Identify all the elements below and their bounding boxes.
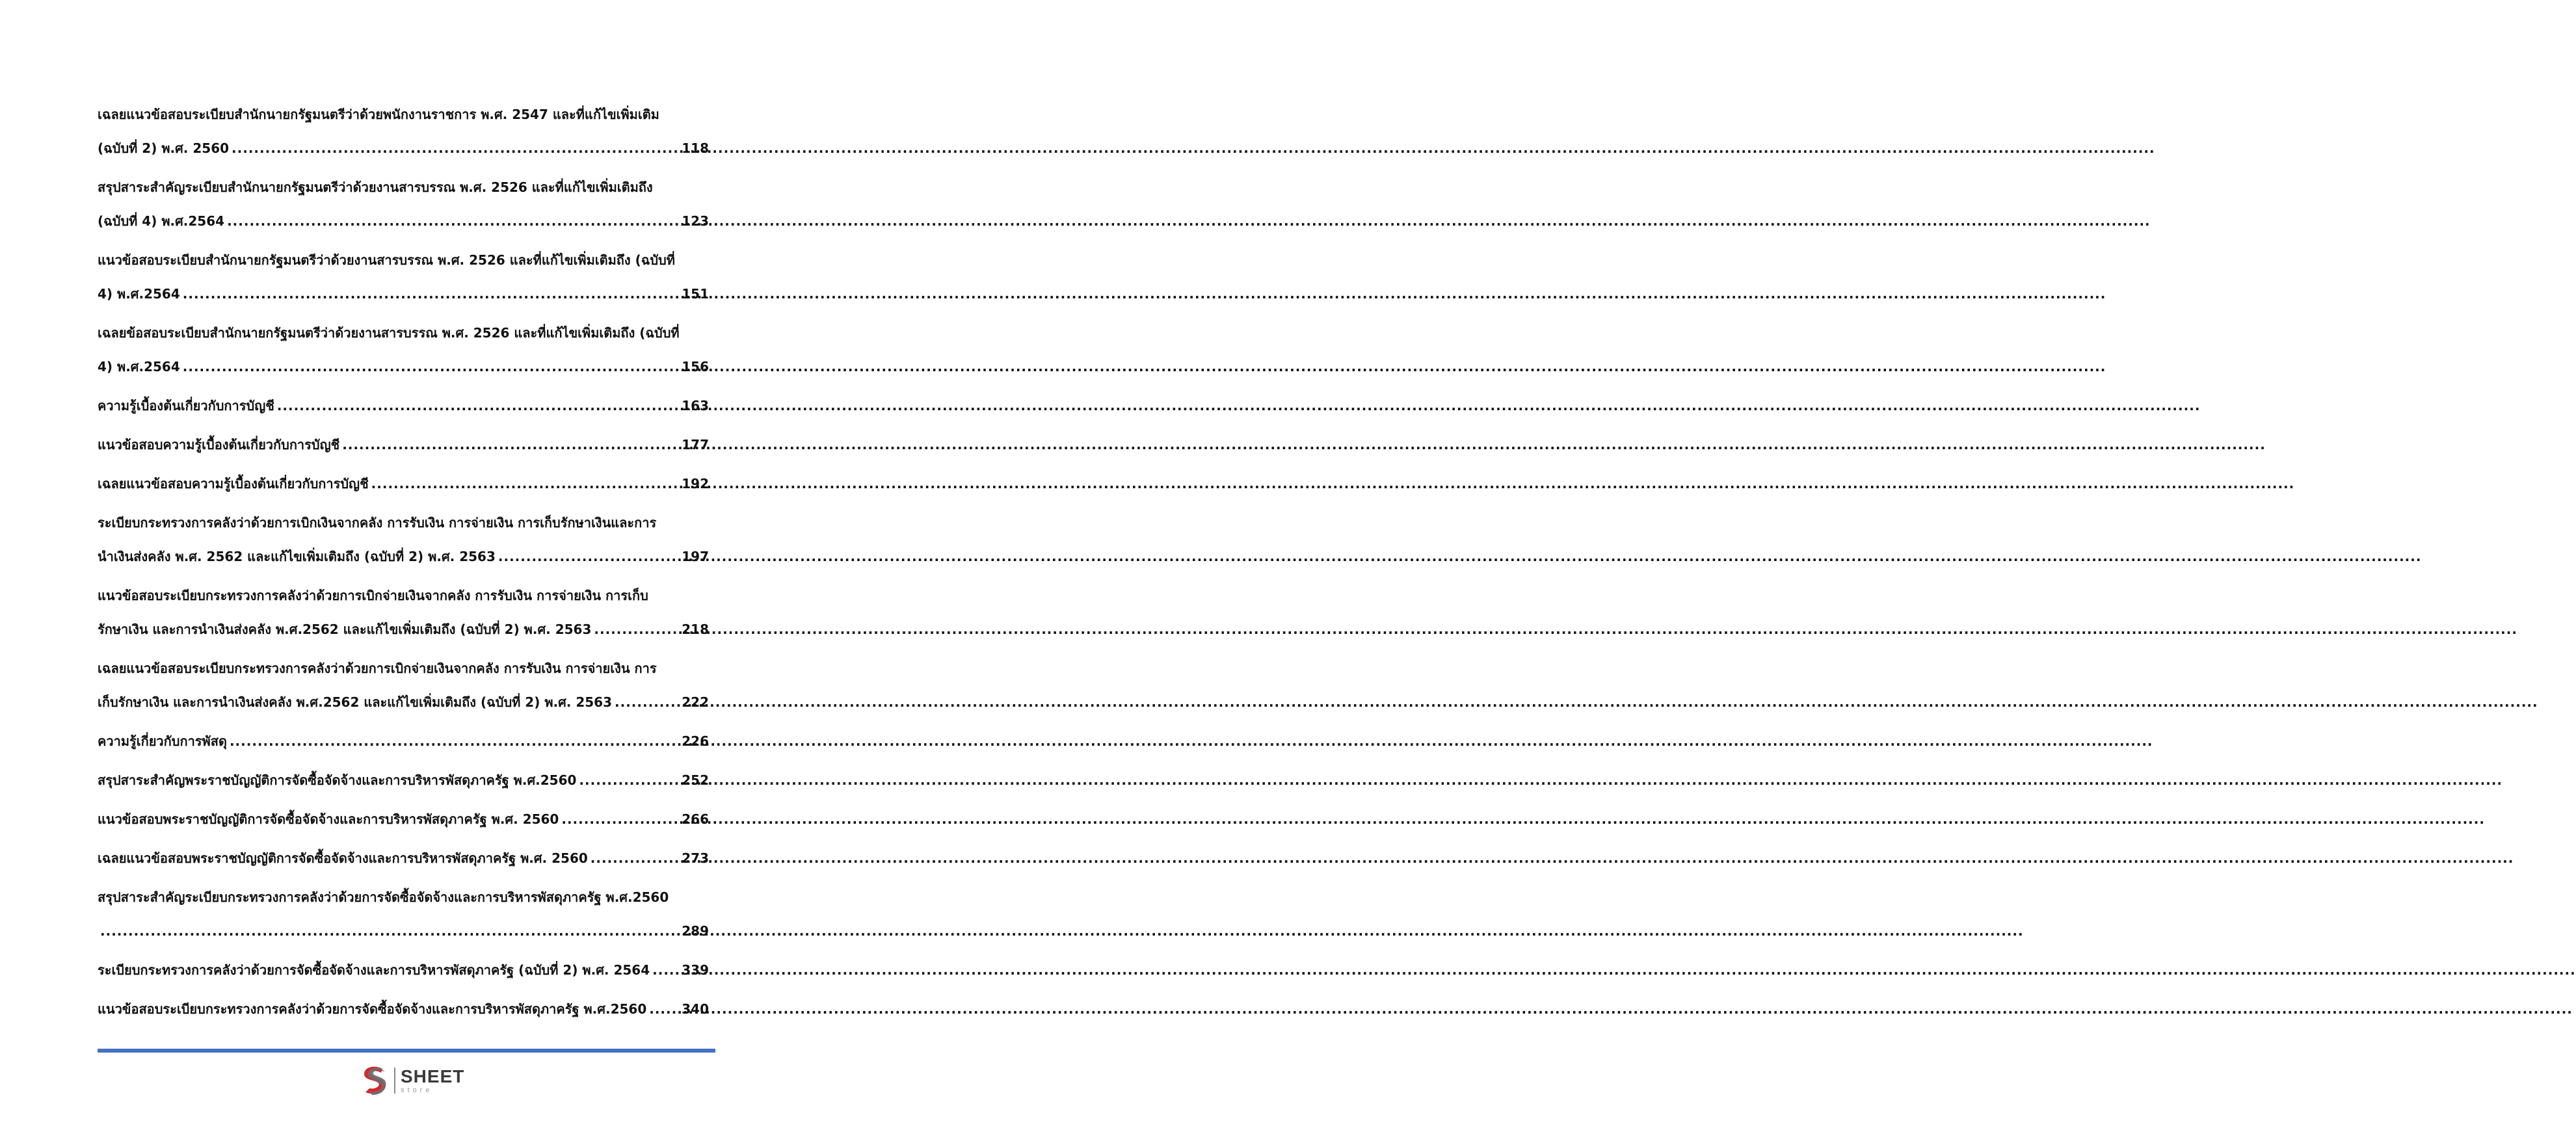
toc-entry-title-end: แนวข้อสอบพระราชบัญญัติการจัดซื้อจัดจ้างและการบริหารพัสดุภาครัฐ พ.ศ. 2560	[98, 811, 559, 827]
toc-entry-title-end: แนวข้อสอบระเบียบกระทรวงการคลังว่าด้วยการจัดซื้อจัดจ้างและการบริหารพัสดุภาครัฐ พ.ศ.2560	[98, 1001, 647, 1017]
dot-leader	[594, 612, 679, 646]
logo-text	[401, 1068, 464, 1094]
dot-leader	[183, 277, 679, 311]
toc-entry-title-line: แนวข้อสอบระเบียบกระทรวงการคลังว่าด้วยการเบิกจ่ายเงินจากคลัง การรับเงิน การจ่ายเงิน การเก็บ	[98, 588, 648, 603]
toc-entry-leader-line	[98, 389, 709, 423]
toc-entry-leader-line	[98, 277, 709, 311]
dot-leader	[227, 204, 679, 238]
toc-entry-title-end: (ฉบับที่ 2) พ.ศ. 2560	[98, 140, 230, 156]
toc-entry-leader-line	[98, 350, 709, 384]
toc-entry-title-end: (ฉบับที่ 4) พ.ศ.2564	[98, 213, 225, 229]
dot-leader	[561, 802, 679, 836]
toc-entry[interactable]	[98, 953, 709, 987]
toc-entry-title-end: เฉลยแนวข้อสอบความรู้เบื้องต้นเกี่ยวกับการบัญชี	[98, 476, 369, 492]
toc-entry-leader-line	[98, 685, 709, 719]
toc-entry-leader-line	[98, 914, 709, 948]
toc-entry[interactable]	[98, 243, 709, 311]
toc-entry-leader-line	[98, 428, 709, 462]
toc-page-number: 218	[682, 622, 709, 637]
sheet-store-s-icon	[356, 1063, 392, 1098]
toc-entry[interactable]	[98, 506, 709, 573]
dot-leader	[100, 914, 679, 948]
toc-entry-leader-line	[98, 204, 709, 238]
toc-entry-leader-line	[98, 540, 709, 573]
toc-entry[interactable]	[98, 579, 709, 646]
dot-leader	[652, 953, 679, 987]
toc-entry-title-end: เฉลยแนวข้อสอบพระราชบัญญัติการจัดซื้อจัดจ้างและการบริหารพัสดุภาครัฐ พ.ศ. 2560	[98, 850, 588, 866]
toc-entry-title-end: ระเบียบกระทรวงการคลังว่าด้วยการจัดซื้อจัดจ้างและการบริหารพัสดุภาครัฐ (ฉบับที่ 2) พ.ศ. 2564	[98, 962, 650, 978]
logo-separator	[394, 1068, 395, 1094]
sheet-store-logo	[356, 1061, 473, 1100]
toc-page-number: 289	[682, 923, 709, 939]
toc-page-number: 340	[682, 1001, 709, 1017]
toc-page-number: 177	[682, 437, 709, 452]
toc-entry-title-line: ระเบียบกระทรวงการคลังว่าด้วยการเบิกเงินจากคลัง การรับเงิน การจ่ายเงิน การเก็บรักษาเงินและการ	[98, 515, 657, 531]
dot-leader	[232, 131, 679, 165]
toc-page-number: 123	[682, 213, 709, 229]
toc-entry-title-line: เฉลยแนวข้อสอบระเบียบสำนักนายกรัฐมนตรีว่าด้วยพนักงานราชการ พ.ศ. 2547 และที่แก้ไขเพิ่มเติม	[98, 107, 659, 122]
toc-page-number: 273	[682, 850, 709, 866]
logo-subword: store	[401, 1086, 433, 1094]
dot-leader	[277, 389, 679, 423]
toc-page-number: 252	[682, 772, 709, 788]
toc-entry[interactable]	[98, 98, 709, 165]
toc-entry-leader-line	[98, 763, 709, 797]
toc-page-number: 197	[682, 549, 709, 564]
toc-entry-title-line: เฉลยข้อสอบระเบียบสำนักนายกรัฐมนตรีว่าด้วยงานสารบรรณ พ.ศ. 2526 และที่แก้ไขเพิ่มเติมถึง (ฉบับที่	[98, 325, 680, 341]
table-of-contents	[98, 98, 709, 1031]
toc-entry-title-line: แนวข้อสอบระเบียบสำนักนายกรัฐมนตรีว่าด้วยงานสารบรรณ พ.ศ. 2526 และที่แก้ไขเพิ่มเติมถึง (ฉบับที่	[98, 252, 675, 268]
toc-entry[interactable]	[98, 170, 709, 238]
dot-leader	[579, 763, 679, 797]
toc-entry-title-end: 4) พ.ศ.2564	[98, 359, 180, 374]
toc-entry-title-end: สรุปสาระสำคัญพระราชบัญญัติการจัดซื้อจัดจ้างและการบริหารพัสดุภาครัฐ พ.ศ.2560	[98, 772, 577, 788]
toc-page-number: 266	[682, 811, 709, 827]
toc-entry[interactable]	[98, 802, 709, 836]
toc-entry[interactable]	[98, 467, 709, 501]
dot-leader	[591, 841, 679, 875]
toc-entry-leader-line	[98, 467, 709, 501]
toc-entry-leader-line	[98, 612, 709, 646]
toc-entry-title-line: สรุปสาระสำคัญระเบียบกระทรวงการคลังว่าด้วยการจัดซื้อจัดจ้างและการบริหารพัสดุภาครัฐ พ.ศ.2560	[98, 889, 669, 905]
dot-leader	[615, 685, 679, 719]
toc-page-number: 156	[682, 359, 709, 374]
toc-entry-leader-line	[98, 131, 709, 165]
toc-entry[interactable]	[98, 428, 709, 462]
toc-entry-title-end: ความรู้เกี่ยวกับการพัสดุ	[98, 733, 227, 749]
toc-page-number: 192	[682, 476, 709, 492]
dot-leader	[371, 467, 680, 501]
logo-word: SHEET	[401, 1066, 465, 1086]
toc-entry[interactable]	[98, 841, 709, 875]
toc-entry-title-line: สรุปสาระสำคัญระเบียบสำนักนายกรัฐมนตรีว่าด้วยงานสารบรรณ พ.ศ. 2526 และที่แก้ไขเพิ่มเติมถึง	[98, 179, 653, 195]
toc-entry-title-end: นำเงินส่งคลัง พ.ศ. 2562 และแก้ไขเพิ่มเติมถึง (ฉบับที่ 2) พ.ศ. 2563	[98, 549, 496, 564]
toc-entry[interactable]	[98, 316, 709, 384]
dot-leader	[230, 724, 679, 758]
toc-entry[interactable]	[98, 724, 709, 758]
toc-entry-title-end: ความรู้เบื้องต้นเกี่ยวกับการบัญชี	[98, 398, 274, 413]
toc-page-number: 163	[682, 398, 709, 413]
toc-entry[interactable]	[98, 992, 709, 1026]
dot-leader	[498, 540, 679, 573]
toc-entry-title-end: 4) พ.ศ.2564	[98, 286, 180, 302]
toc-page-number: 226	[682, 733, 709, 749]
toc-entry-title-end: รักษาเงิน และการนำเงินส่งคลัง พ.ศ.2562 และแก้ไขเพิ่มเติมถึง (ฉบับที่ 2) พ.ศ. 2563	[98, 622, 592, 637]
toc-page-number: 151	[682, 286, 709, 302]
toc-entry-leader-line	[98, 953, 709, 987]
footer-rule	[98, 1049, 715, 1053]
toc-entry-title-line: เฉลยแนวข้อสอบระเบียบกระทรวงการคลังว่าด้วยการเบิกจ่ายเงินจากคลัง การรับเงิน การจ่ายเงิน การ	[98, 661, 657, 676]
toc-page-number: 118	[682, 140, 709, 156]
toc-entry-title-end: แนวข้อสอบความรู้เบื้องต้นเกี่ยวกับการบัญชี	[98, 437, 340, 452]
dot-leader	[342, 428, 679, 462]
dot-leader	[183, 350, 679, 384]
toc-entry[interactable]	[98, 651, 709, 719]
toc-entry-leader-line	[98, 992, 709, 1026]
toc-entry-title-end: เก็บรักษาเงิน และการนำเงินส่งคลัง พ.ศ.2562 และแก้ไขเพิ่มเติมถึง (ฉบับที่ 2) พ.ศ. 2563	[98, 694, 613, 710]
toc-entry-leader-line	[98, 802, 709, 836]
toc-entry[interactable]	[98, 880, 709, 948]
dot-leader	[649, 992, 679, 1026]
toc-page-number: 339	[682, 962, 709, 978]
toc-entry-leader-line	[98, 841, 709, 875]
toc-entry[interactable]	[98, 763, 709, 797]
toc-page-number: 222	[682, 694, 709, 710]
toc-entry[interactable]	[98, 389, 709, 423]
toc-entry-leader-line	[98, 724, 709, 758]
